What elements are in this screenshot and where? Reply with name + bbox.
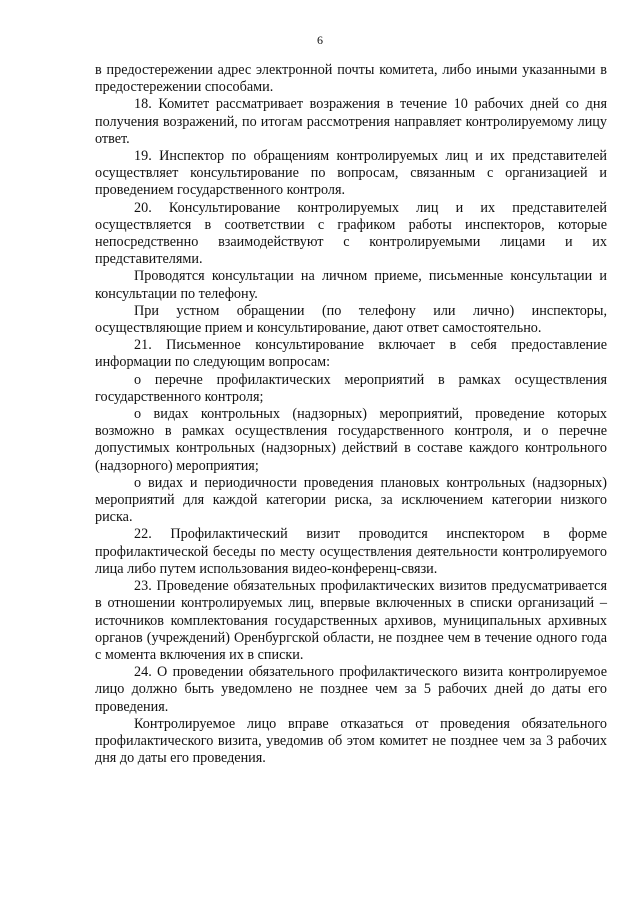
paragraph-21: 21. Письменное консультирование включает в себя предоставление информации по следующим вопросам: (95, 337, 607, 371)
paragraph-21-item-3: о видах и периодичности проведения плановых контрольных (надзорных) мероприятий для каждой категории риска, за исключением категории низкого риска. (95, 474, 607, 526)
paragraph-24: 24. О проведении обязательного профилактического визита контролируемое лицо должно быть уведомлено не позднее чем за 5 рабочих дней до даты его проведения. (95, 664, 607, 715)
document-body (95, 62, 607, 767)
paragraph-continuation: в предостережении адрес электронной почты комитета, либо иными указанными в предостережении способами. (95, 62, 607, 96)
paragraph-19: 19. Инспектор по обращениям контролируемых лиц и их представителей осуществляет консультирование по вопросам, связанным с организацией и проведением государственного контроля. (95, 148, 607, 199)
paragraph-22: 22. Профилактический визит проводится инспектором в форме профилактической беседы по месту осуществления деятельности контролируемого лица либо путем использования видео-конференц-связи. (95, 526, 607, 577)
paragraph-23: 23. Проведение обязательных профилактических визитов предусматривается в отношении контролируемых лиц, впервые включенных в списки организаций – источников комплектования государственных архивов, муниципальных архивных органов (учреждений) Оренбургской области, не позднее чем в течение одного года с момента включения их в списки. (95, 578, 607, 663)
page-number: 6 (317, 33, 323, 47)
paragraph-20-oral-request: При устном обращении (по телефону или лично) инспекторы, осуществляющие прием и консультирование, дают ответ самостоятельно. (95, 302, 607, 337)
paragraph-18: 18. Комитет рассматривает возражения в течение 10 рабочих дней со дня получения возражений, по итогам рассмотрения направляет контролируемому лицу ответ. (95, 96, 607, 147)
paragraph-24-refusal: Контролируемое лицо вправе отказаться от проведения обязательного профилактического визита, уведомив об этом комитет не позднее чем за 3 рабочих дня до даты его проведения. (95, 715, 607, 767)
paragraph-20-consultation-types: Проводятся консультации на личном приеме, письменные консультации и консультации по телефону. (95, 268, 607, 302)
paragraph-20: 20. Консультирование контролируемых лиц и их представителей осуществляется в соответствии с графиком работы инспекторов, которые непосредственно взаимодействуют с контролируемыми лицами и их представителями. (95, 199, 607, 268)
paragraph-21-item-2: о видах контрольных (надзорных) мероприятий, проведение которых возможно в рамках осуществления государственного контроля, и о перечне допустимых контрольных (надзорных) действий в составе каждого контрольного (надзорного) мероприятия; (95, 406, 607, 474)
paragraph-21-item-1: о перечне профилактических мероприятий в рамках осуществления государственного контроля; (95, 371, 607, 405)
